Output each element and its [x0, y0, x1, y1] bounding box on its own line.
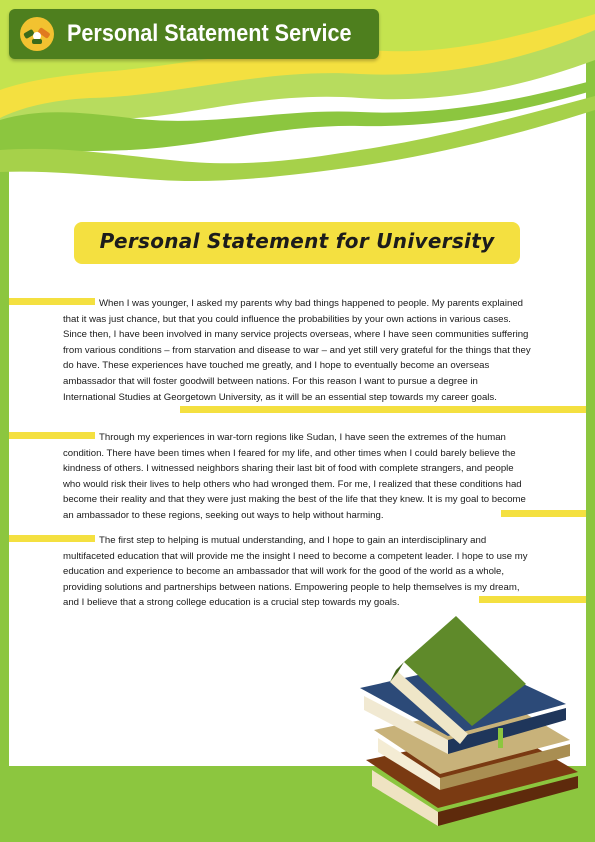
body-paragraph-2: Through my experiences in war-torn regions like Sudan, I have seen the extremes of the human condition. There have been times when I feared for my life, and other times when I could barely believe the kindness of others. I witnessed neighbors sharing their last bit of food with complete strangers, and people who would risk their lives to help others who had wronged them. For me, I realized that these conditions had become their reality and that they were just making the best of the life that they knew. It is my goal to become an ambassador to these regions, seeking out ways to help without harming.: [63, 432, 526, 521]
brand-title: Personal Statement Service: [67, 20, 352, 47]
document-title-box: [74, 222, 520, 264]
bookmark-ribbon: [498, 728, 503, 748]
paragraph-highlight-end: [180, 406, 586, 413]
body-paragraph-3: The first step to helping is mutual understanding, and I hope to gain an interdisciplinary and multifaceted education that will provide me the insight I need to become a competent leader. I hope to use my education and experience to become an ambassador that will work for the good of the world as a whole, providing solutions and partnerships between nations. Empowering people to help themselves is my dream, and I believe that a strong college education is a crucial step towards my goals.: [63, 535, 528, 609]
document-title: Personal Statement for University: [99, 229, 495, 253]
handshake-icon: [20, 17, 54, 51]
body-paragraph-1: When I was younger, I asked my parents why bad things happened to people. My parents explained that it was just chance, but that you could influence the probabilities by your own actions in various cases. Since then, I have been involved in many service projects overseas, where I have seen communities suffering from various conditions – from starvation and disease to war – and yet still very grateful for the things that they do have. These experiences have touched me greatly, and I hope to eventually become an overseas ambassador that will foster goodwill between nations. For this reason I want to pursue a degree in International Studies at Georgetown University, as it will be an essential step towards my career goals.: [63, 298, 531, 403]
brand-badge: [9, 9, 379, 59]
book-stack-icon: [356, 610, 586, 836]
